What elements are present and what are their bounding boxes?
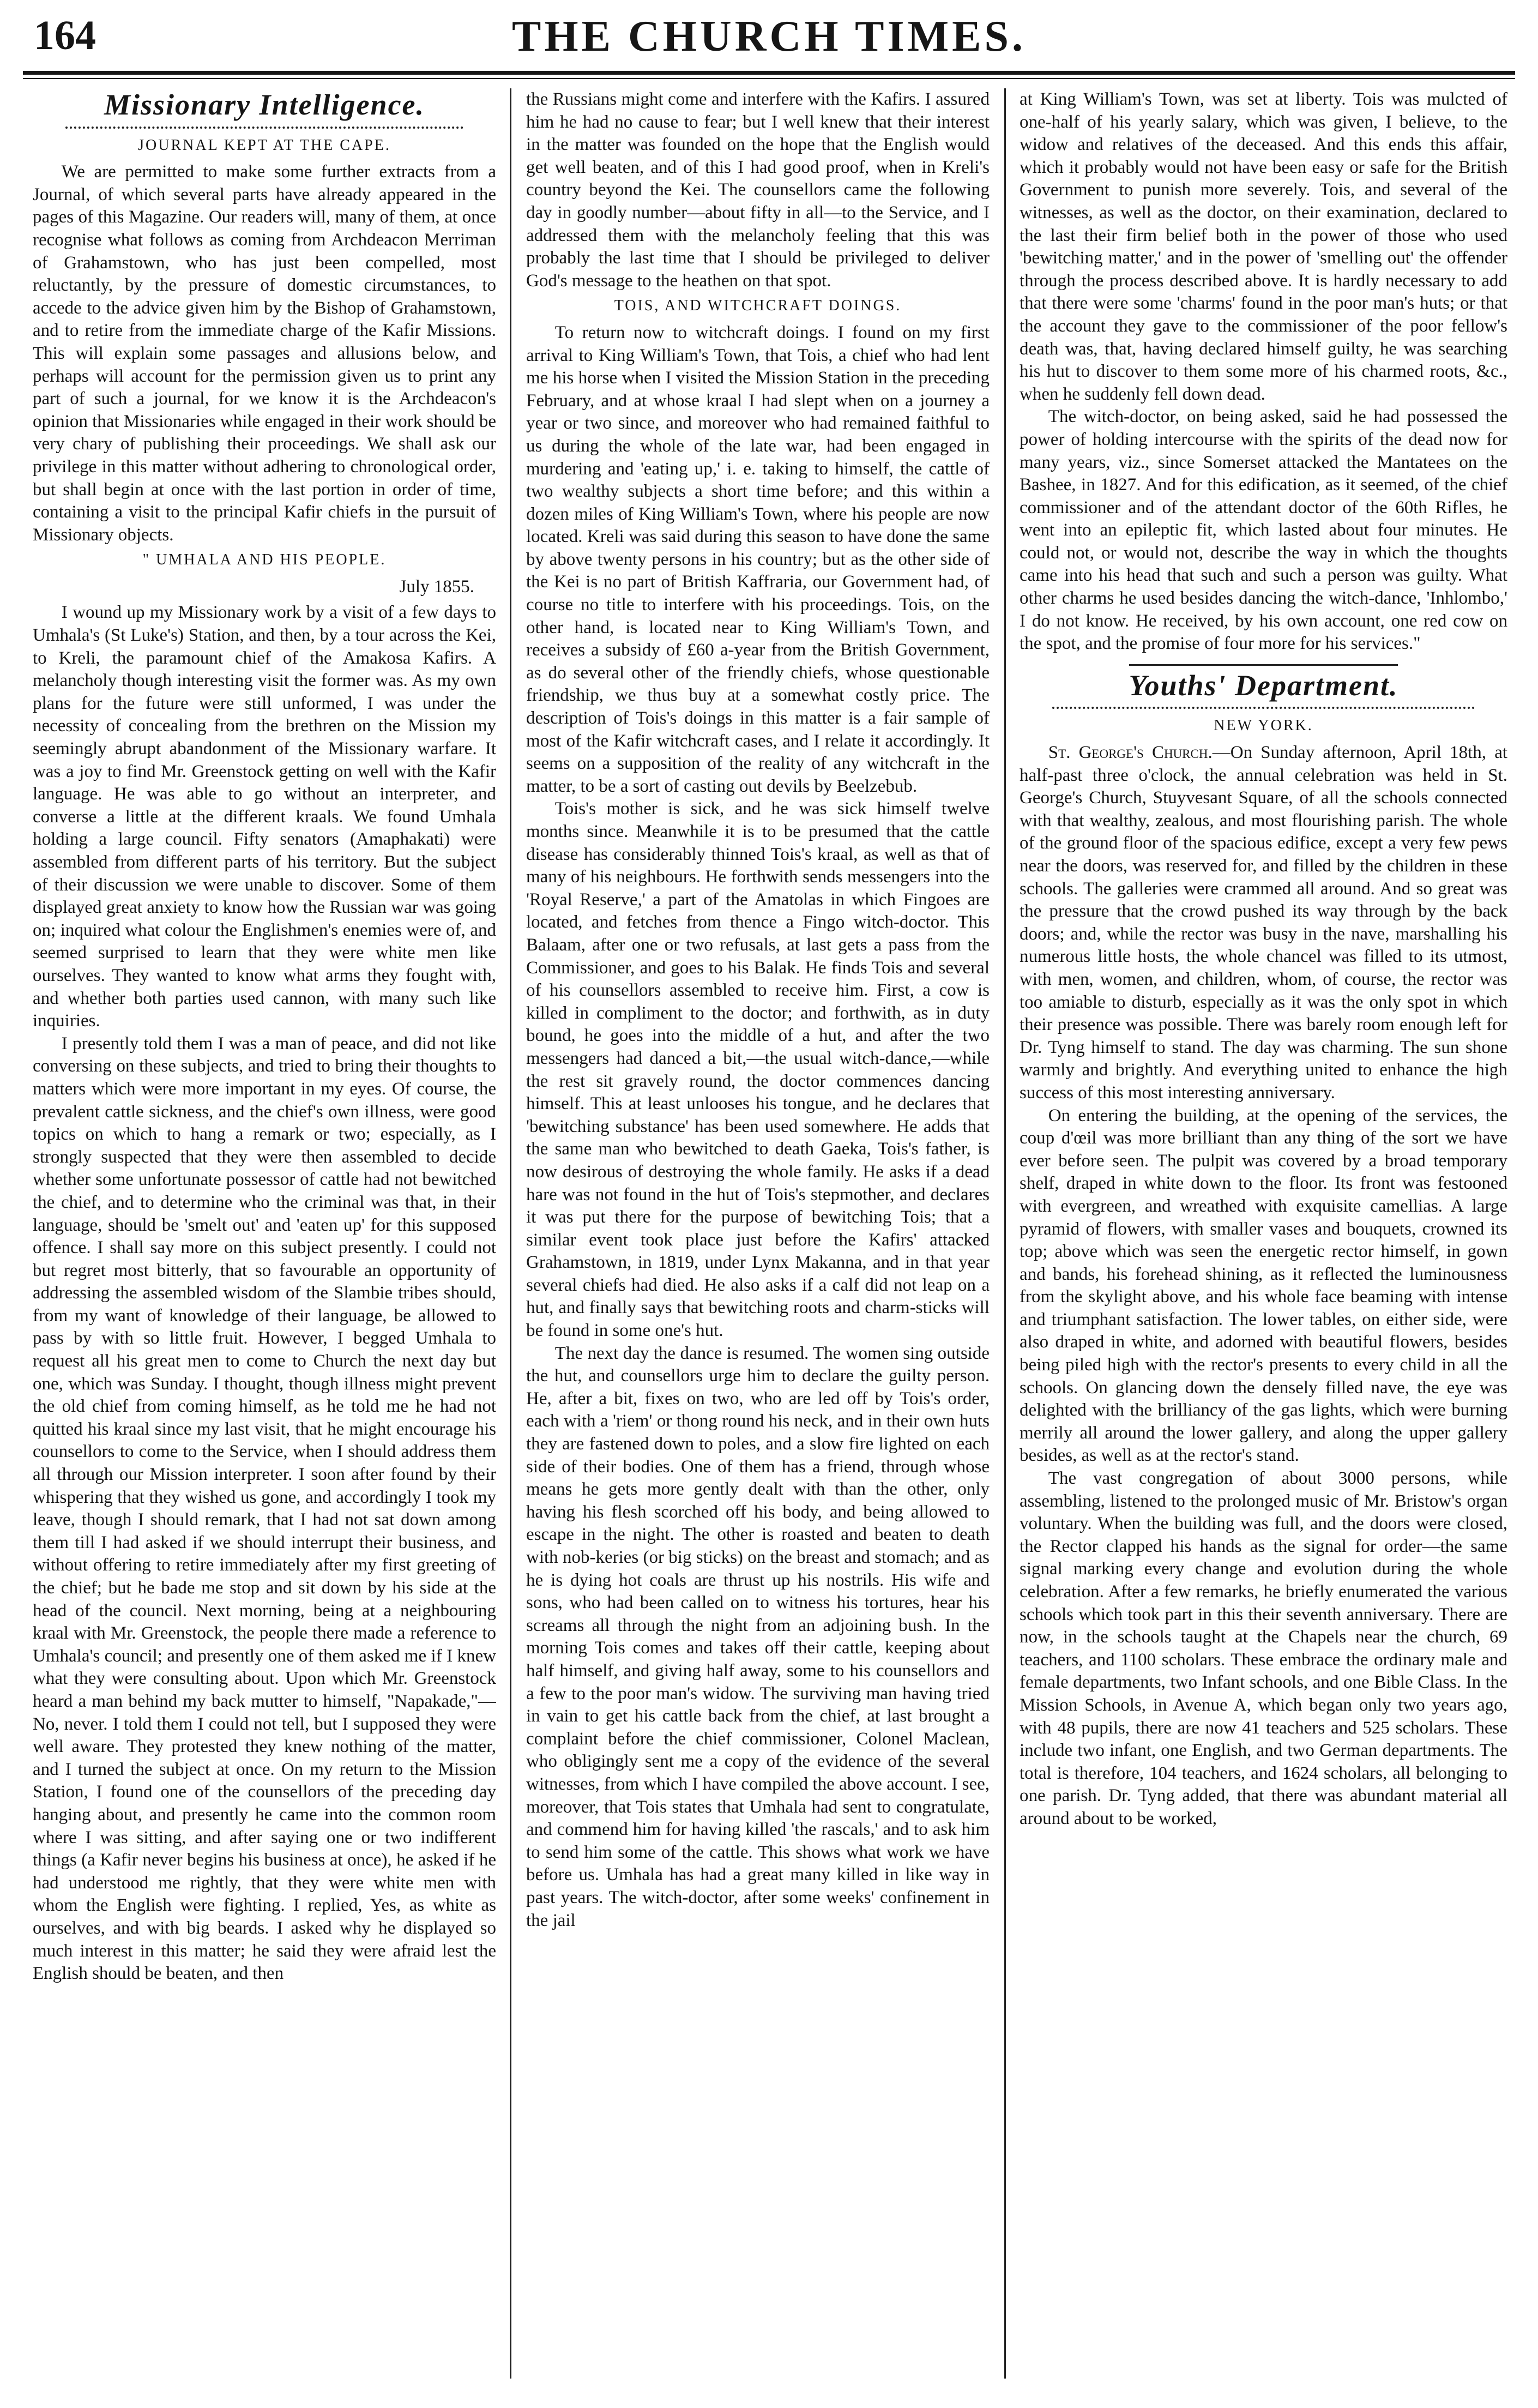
column-1 <box>33 88 496 2379</box>
article-paragraph: The witch-doctor, on being asked, said he had possessed the power of holding intercourse with the spirits of the dead now for many years, viz., since Somerset attacked the Mantatees on the Bashee, in 1827. And for this edification, as it seemed, of the chief commissioner and of the attendant doctor of the 60th Rifles, he went into an epileptic fit, which lasted about four minutes. He could not, or would not, describe the way in which the thoughts came into his head that such and such a person was guilty. What other charms he used besides dancing the witch-dance, 'Inhlombo,' I do not know. He received, by his own account, one red cow on the spot, and the promise of four more for his services." <box>1020 407 1507 654</box>
umhala-subhead: " UMHALA AND HIS PEOPLE. <box>142 551 387 569</box>
header-rule-thin <box>23 78 1515 79</box>
intro-paragraph: We are permitted to make some further extracts from a Journal, of which several parts have already appeared in the pages of this Magazine. Our readers will, many of them, at once recognise what follows as coming from Archdeacon Merriman of Grahamstown, who has just been compelled, most reluctantly, by the pressure of domestic circumstances, to accede to the advice given him by the Bishop of Grahamstown, and to retire from the immediate charge of the Kafir Missions. This will explain some passages and allusions below, and perhaps will account for the permission given us to print any part of such a journal, for we know it is the Archdeacon's opinion that Missionaries while engaged in their work should be very chary of publishing their proceedings. We shall ask our privilege in this matter without adhering to chronological order, but shall begin at once with the last portion in order of time, containing a visit to the principal Kafir chiefs in the pursuit of Missionary objects. <box>33 162 496 545</box>
page-number: 164 <box>34 13 96 58</box>
header-rule-thick <box>23 71 1515 75</box>
article-paragraph: I presently told them I was a man of peace, and did not like conversing on these subjects, and tried to bring their thoughts to matters which were more important in my eyes. Of course, the prevalent cattle sickness, and the chief's own illness, were good topics on which to hang a remark or two; especially, as I strongly suspected that they were then assembled to decide whether some unfortunate possessor of cattle had not bewitched the chief, and to determine who the criminal was that, in their language, should be 'smelt out' and 'eaten up' for this supposed offence. I shall say more on this subject presently. I could not but regret most bitterly, that so favourable an opportunity of addressing the assembled wisdom of the Slambie tribes should, from my want of knowledge of their language, be allowed to pass by with so little fruit. However, I begged Umhala to request all his great men to come to Church the next day but one, which was Sunday. I thought, though illness might prevent the old chief from coming himself, as he told me he had not quitted his kraal since my last visit, that he might encourage his counsellors to come to the Service, when I should address them all through our Mission interpreter. I soon after found by their whispering that they wished us gone, and accordingly I took my leave, though I should remark, that I had not sat down among them till I had asked if we should interrupt their business, and without offering to retire immediately after my first greeting of the chief; but he bade me stop and sit down by his side at the head of the council. Next morning, being at a neighbouring kraal with Mr. Greenstock, the people there made a reference to Umhala's council; and presently one of them asked me if I knew what they were consulting about. Upon which Mr. Greenstock heard a man behind my back mutter to himself, "Napakade,"—No, never. I told them I could not tell, but I supposed they were well aware. They protested they knew nothing of the matter, and I turned the subject at once. On my return to the Mission Station, I found one of the counsellors of the preceding day hanging about, and presently he came into the common room where I was sitting, and after saying one or two indifferent things (a Kafir never begins his business at once), he asked if he had understood me rightly, that they were white men with whom the English were fighting. I replied, Yes, as white as ourselves, and with big beards. I asked why he displayed so much interest in this matter; he said they were afraid lest the English should be beaten, and then <box>33 1033 496 1984</box>
section-title-youths: Youths' Department. <box>1129 669 1398 702</box>
ornamental-rule <box>65 121 463 129</box>
article-paragraph: the Russians might come and interfere with the Kafirs. I assured him he had no cause to fear; but I well knew that their interest in the matter was founded on the hope that the English would get well beaten, and of this I had good proof, when in Kreli's country beyond the Kei. The counsellors came the following day in goodly number—about fifty in all—to the Service, and I addressed them with the melancholy feeling that this was probably the last time that I should be privileged to deliver God's message to the heathen on that spot. <box>526 89 990 291</box>
dateline: July 1855. <box>399 576 474 597</box>
church-name-lead: St. George's Church. <box>1048 743 1213 763</box>
article-paragraph <box>1020 742 1507 1105</box>
journal-subhead: JOURNAL KEPT AT THE CAPE. <box>138 136 391 154</box>
tois-subhead: TOIS, AND WITCHCRAFT DOINGS. <box>614 297 902 315</box>
new-york-subhead: NEW YORK. <box>1214 717 1313 735</box>
section-divider <box>1129 664 1397 666</box>
article-paragraph: Tois's mother is sick, and he was sick himself twelve months since. Meanwhile it is to be presumed that the cattle disease has considerably thinned Tois's kraal, as well as that of many of his neighbours. He forthwith sends messengers into the 'Royal Reserve,' a part of the Amatolas in which Fingoes are located, and fetches from thence a Fingo witch-doctor. This Balaam, after one or two refusals, at last gets a pass from the Commissioner, and goes to his Balak. He finds Tois and several of his counsellors assembled to receive him. First, a cow is killed in compliment to the doctor; and forthwith, as in duty bound, he goes into the middle of a hut, and after the two messengers had danced a bit,—the usual witch-dance,—while the rest sit gravely round, the doctor commences dancing himself. This at least unlooses his tongue, and he declares that 'bewitching substance' has been used somewhere. He adds that the same man who bewitched to death Gaeka, Tois's father, is now desirous of destroying the whole family. He asks if a dead hare was not found in the hut of Tois's stepmother, and declares it was put there for the purpose of bewitching Tois; that a similar event took place just before the Kafirs' attacked Grahamstown, in 1819, under Lynx Makanna, and in that year several chiefs had died. He also asks if a calf did not leap on a hut, and finally says that bewitching roots and charm-sticks will be found in some one's hut. <box>526 799 990 1341</box>
ornamental-rule <box>1052 701 1475 709</box>
article-paragraph: To return now to witchcraft doings. I found on my first arrival to King William's Town, that Tois, a chief who had lent me his horse when I visited the Mission Station in the preceding February, and at whose kraal I had slept when on a journey a year or two since, and moreover who had remained faithful to us during the whole of the late war, had been engaged in murdering and 'eating up,' i. e. taking to himself, the cattle of two wealthy subjects a short time before; and this within a dozen miles of King William's Town, where his people are now located. Kreli was said during this season to have done the same by above twenty persons in his country; but as the other side of the Kei is no part of British Kaffraria, our Government had, of course no title to interfere with his proceedings. Tois, on the other hand, is located near to King William's Town, and receives a subsidy of £60 a-year from the British Government, as do several other of the friendly chiefs, whose questionable friendship, we thus buy at a somewhat costly price. The description of Tois's doings in this matter is a fair sample of most of the Kafir witchcraft cases, and I relate it accordingly. It seems on a supposition of the reality of any witchcraft in the matter, to be a sort of casting out devils by Beelzebub. <box>526 322 990 796</box>
article-paragraph: On entering the building, at the opening of the services, the coup d'œil was more brilliant than any thing of the sort we have ever before seen. The pulpit was covered by a broad temporary shelf, draped in white down to the floor. Its front was festooned with evergreen, and wreathed with exquisite camellias. A large pyramid of flowers, with smaller vases and bouquets, crowned its top; above which was seen the energetic rector himself, in gown and bands, his forehead shining, as it reflected the luminousness from the skylight above, and his whole face beaming with intense and triumphant satisfaction. The lower tables, on either side, were also draped in white, and adorned with beautiful flowers, besides being piled high with the rector's presents to every child in all the schools. On glancing down the densely filled nave, the eye was delighted with the brilliancy of the gas lights, which were burning merrily all around the lower gallery, and along the upper gallery besides, as well as at the rector's stand. <box>1020 1105 1507 1466</box>
section-title-missionary: Missionary Intelligence. <box>104 88 425 121</box>
article-paragraph: at King William's Town, was set at liberty. Tois was mulcted of one-half of his yearly salary, which was given, I believe, to the widow and relatives of the deceased. And this ends this affair, which it probably would not have been easy or safe for the British Government to punish more severely. Tois, and several of the witnesses, as well as the doctor, on their examination, declared to the last their firm belief both in the power of those who used 'bewitching matter,' and in the power of 'smelling out' the offender through the process described above. It is hardly necessary to add that there were some 'charms' found in the poor man's huts; or that the account they gave to the commissioner of the poor fellow's death was, that, having declared himself guilty, he was searching his hut to discover to them some more of his charmed roots, &c., when he suddenly fell down dead. <box>1020 89 1507 404</box>
column-3 <box>1020 88 1507 2379</box>
article-paragraph: The vast congregation of about 3000 persons, while assembling, listened to the prolonged music of Mr. Bristow's organ voluntary. When the building was full, and the doors were closed, the Rector clapped his hands as the signal for order—the same signal marking every change and evolution during the whole celebration. After a few remarks, he briefly enumerated the various schools which took part in this their seventh anniversary. There are now, in the schools taught at the Chapels near the church, 69 teachers, and 1100 scholars. These embrace the ordinary male and female departments, two Infant schools, and one Bible Class. In the Mission Schools, in Avenue A, which began only two years ago, with 48 pupils, there are now 41 teachers and 525 scholars. These include two infant, one English, and two German departments. The total is therefore, 104 teachers, and 1624 scholars, all belonging to one parish. Dr. Tyng added, that there was abundant material all around about to be worked, <box>1020 1468 1507 1828</box>
page-header <box>23 8 1515 68</box>
article-paragraph: I wound up my Missionary work by a visit of a few days to Umhala's (St Luke's) Station, and then, by a tour across the Kei, to Kreli, the paramount chief of the Amakosa Kafirs. A melancholy though interesting visit the former was. As my own plans for the future were still unformed, I was under the necessity of concealing from the brethren on the Mission my seemingly abrupt abandonment of the Missionary warfare. It was a joy to find Mr. Greenstock getting on well with the Kafir language. He was able to go without an interpreter, and converse a little at the different kraals. We found Umhala holding a large council. Fifty senators (Amaphakati) were assembled from different parts of his territory. But the subject of their discussion we were unable to discover. Some of them displayed great anxiety to know how the Russian war was going on; inquired what colour the Englishmen's enemies were of, and seemed surprised to learn that they were white men like ourselves. They wanted to know what arms they fought with, and whether both parties used cannon, with many such like inquiries. <box>33 603 496 1031</box>
column-2 <box>526 88 990 2379</box>
article-paragraph: The next day the dance is resumed. The women sing outside the hut, and counsellors urge him to declare the guilty person. He, after a bit, fixes on two, who are led off by Tois's order, each with a 'riem' or thong round his neck, and in their own huts they are fastened down to poles, and a slow fire lighted on each side of their bodies. One of them has a friend, through whose means he gets more gently dealt with than the other, only having his flesh scorched off his body, and being allowed to escape in the night. The other is roasted and beaten to death with nob-keries (or big sticks) on the breast and stomach; and as he is dying hot coals are thrust up his nostrils. His wife and sons, who had been called on to witness his tortures, hear his screams all through the night from an adjoining bush. In the morning Tois comes and takes off their cattle, keeping about half himself, and giving half away, some to his counsellors and a few to the poor man's widow. The surviving man having tried in vain to get his cattle back from the chief, at last brought a complaint before the chief commissioner, Colonel Maclean, who obligingly sent me a copy of the evidence of the several witnesses, from which I have compiled the above account. I see, moreover, that Tois states that Umhala had sent to congratulate, and commend him for having killed 'the rascals,' and to ask him to send him some of the cattle. This shows what work we have before us. Umhala has had a great many killed in like way in past years. The witch-doctor, after some weeks' confinement in the jail <box>526 1343 990 1930</box>
column-divider-1 <box>510 88 511 2379</box>
column-divider-2 <box>1004 88 1006 2379</box>
paragraph-body: —On Sunday afternoon, April 18th, at half-past three o'clock, the annual celebration was held in St. George's Church, Stuyvesant Square, of all the schools connected with that wealthy, zealous, and most flourishing parish. The whole of the ground floor of the spacious edifice, except a very few pews near the doors, was reserved for, and filled by the children in these schools. The galleries were crammed all around. And so great was the pressure that the crowd pushed its way through by the back doors; and, while the rector was busy in the nave, marshalling his numerous little hosts, the whole chancel was filled to its utmost, with men, women, and children, whom, of course, the rector was too amiable to disturb, especially as it was the only spot in which their presence was possible. There was barely room enough left for Dr. Tyng himself to stand. The day was charming. The sun shone warmly and brightly. And everything united to enhance the high success of this most interesting anniversary. <box>1020 743 1507 1103</box>
masthead-title: THE CHURCH TIMES. <box>512 13 1026 61</box>
